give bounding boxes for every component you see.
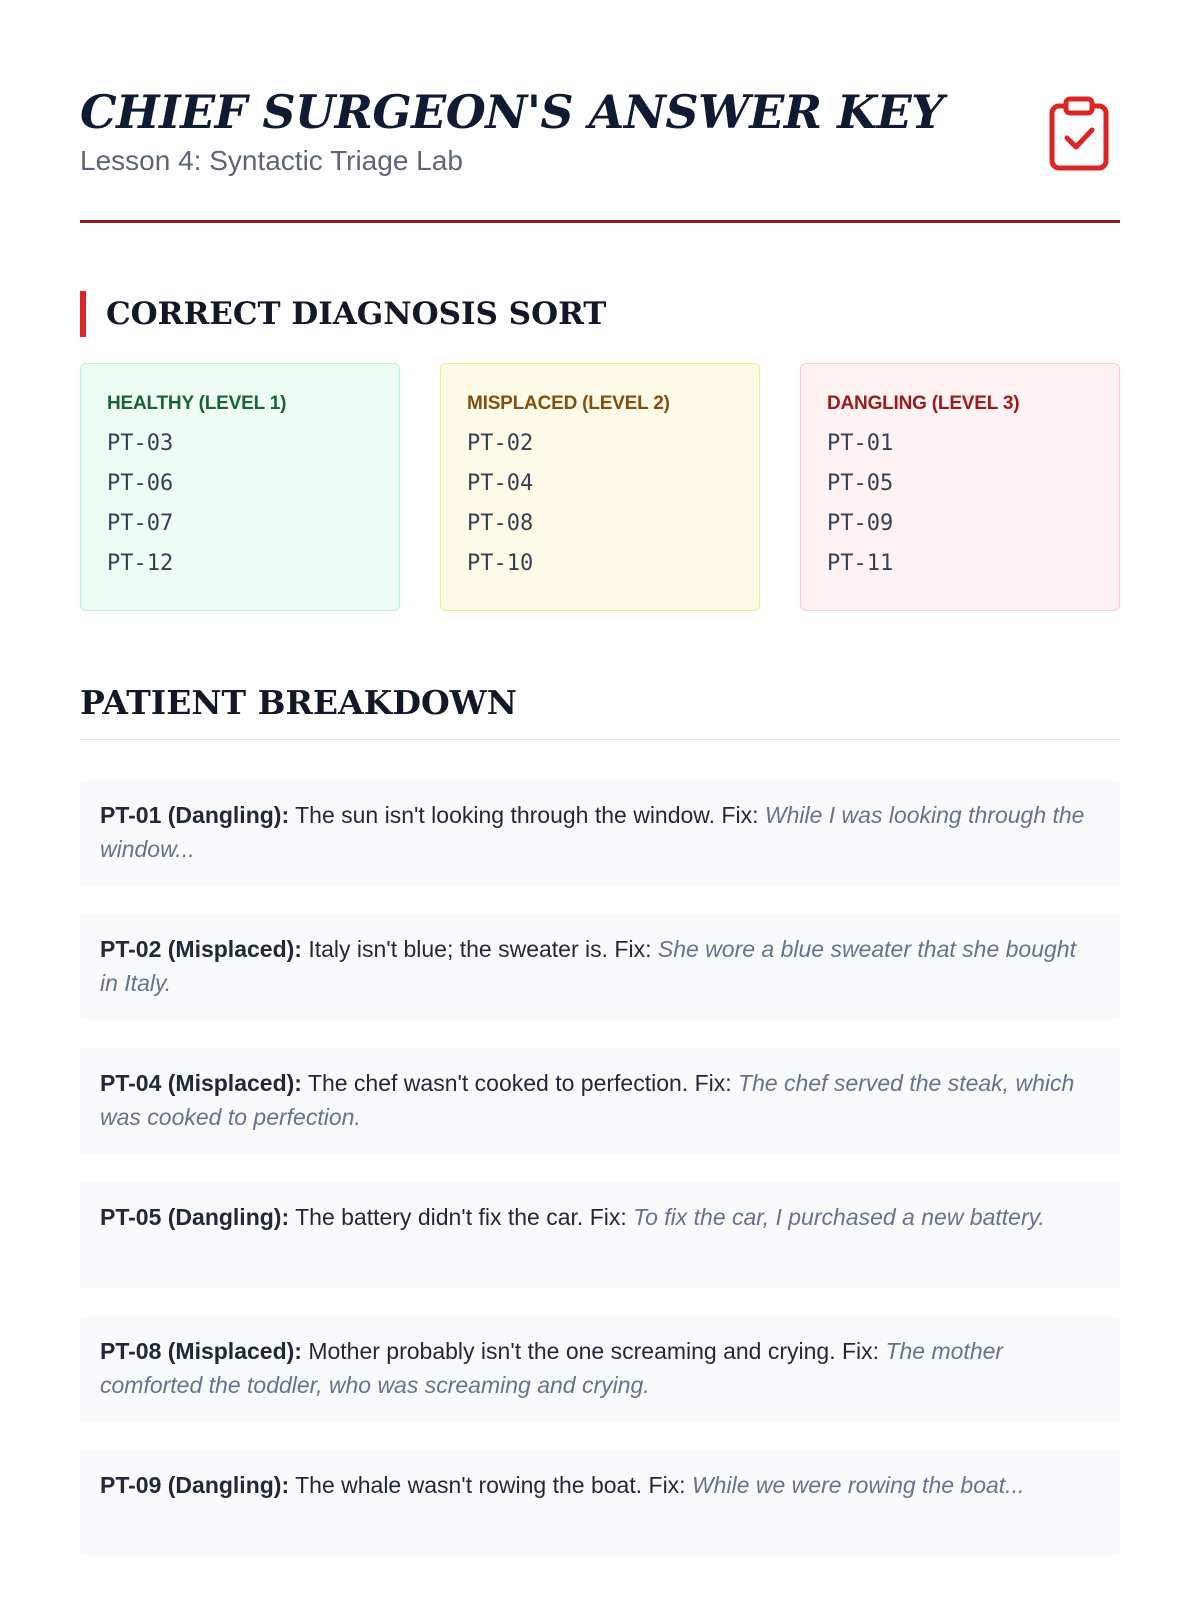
entry-tag: PT-02 (Misplaced):: [100, 936, 302, 962]
entry-tag: PT-01 (Dangling):: [100, 802, 290, 828]
patient-code: PT-02: [467, 431, 534, 456]
patient-breakdown-title: PATIENT BREAKDOWN: [80, 681, 1120, 740]
entry-tag: PT-05 (Dangling):: [100, 1204, 290, 1230]
patient-code: PT-10: [467, 551, 534, 576]
entry-fix: While I was looking through the window...: [100, 802, 1085, 862]
breakdown-entry: [80, 1182, 1120, 1288]
diagnosis-sort-title: CORRECT DIAGNOSIS SORT: [80, 291, 1120, 337]
entry-text: Mother probably isn't the one screaming and crying. Fix:: [301, 1338, 886, 1364]
entry-fix: The mother comforted the toddler, who was screaming and crying.: [100, 1338, 1004, 1398]
patient-code: PT-03: [107, 431, 174, 456]
misplaced-list: [467, 424, 733, 584]
dangling-list: [827, 424, 1093, 584]
dangling-column: [800, 363, 1120, 611]
page-subtitle: Lesson 4: Syntactic Triage Lab: [80, 145, 463, 176]
diagnosis-sort-grid: [80, 363, 1120, 611]
header: [80, 0, 1120, 223]
breakdown-entry: [80, 914, 1120, 1020]
patient-code: PT-11: [827, 551, 894, 576]
healthy-column: [80, 363, 400, 611]
healthy-label: HEALTHY (LEVEL 1): [107, 393, 287, 414]
breakdown-entry: [80, 1450, 1120, 1556]
entry-text: Italy isn't blue; the sweater is. Fix:: [301, 936, 658, 962]
entry-fix: While we were rowing the boat...: [691, 1472, 1025, 1498]
patient-code: PT-01: [827, 431, 894, 456]
patient-breakdown-list: [80, 780, 1120, 1556]
entry-tag: PT-08 (Misplaced):: [100, 1338, 302, 1364]
patient-code: PT-09: [827, 511, 894, 536]
page-title: CHIEF SURGEON'S ANSWER KEY: [80, 85, 944, 139]
breakdown-entry: [80, 1048, 1120, 1154]
entry-tag: PT-09 (Dangling):: [100, 1472, 290, 1498]
patient-code: PT-12: [107, 551, 174, 576]
patient-code: PT-07: [107, 511, 174, 536]
entry-tag: PT-04 (Misplaced):: [100, 1070, 302, 1096]
clipboard-check-icon: [1048, 96, 1110, 172]
entry-text: The sun isn't looking through the window. Fix:: [289, 802, 765, 828]
patient-code: PT-05: [827, 471, 894, 496]
entry-fix: To fix the car, I purchased a new battery.: [633, 1204, 1045, 1230]
dangling-label: DANGLING (LEVEL 3): [827, 393, 1020, 414]
entry-text: The whale wasn't rowing the boat. Fix:: [289, 1472, 692, 1498]
patient-code: PT-06: [107, 471, 174, 496]
misplaced-column: [440, 363, 760, 611]
patient-code: PT-08: [467, 511, 534, 536]
entry-fix: She wore a blue sweater that she bought in Italy.: [100, 936, 1076, 996]
breakdown-entry: [80, 780, 1120, 886]
entry-text: The chef wasn't cooked to perfection. Fix:: [301, 1070, 739, 1096]
entry-text: The battery didn't fix the car. Fix:: [289, 1204, 634, 1230]
misplaced-label: MISPLACED (LEVEL 2): [467, 393, 670, 414]
healthy-list: [107, 424, 373, 584]
entry-fix: The chef served the steak, which was cooked to perfection.: [100, 1070, 1075, 1130]
breakdown-entry: [80, 1316, 1120, 1422]
header-divider: [80, 220, 1120, 223]
patient-code: PT-04: [467, 471, 534, 496]
